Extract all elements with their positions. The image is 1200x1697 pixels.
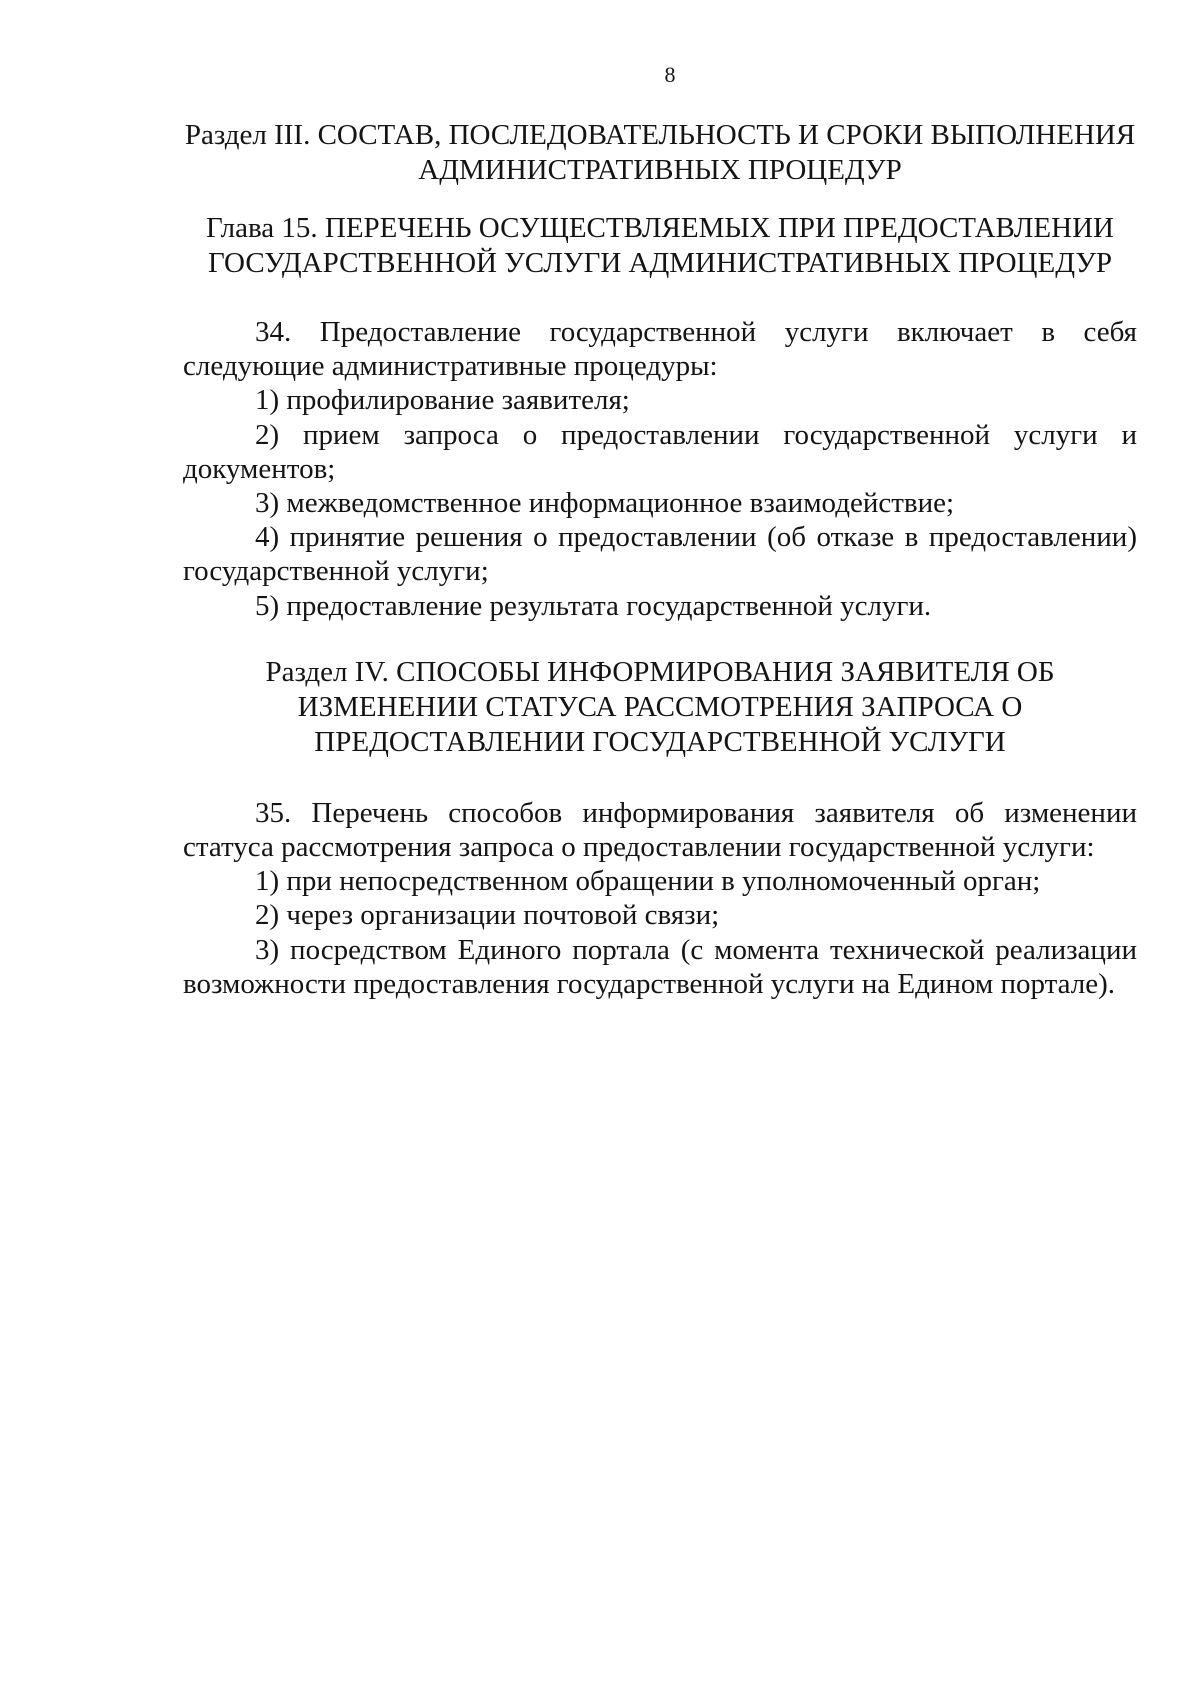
page-number: 8 xyxy=(664,62,676,87)
item-34-intro: 34. Предоставление государственной услуги включает в себя следующие административные процедуры: xyxy=(183,316,1137,383)
section-4-heading-line-2: ИЗМЕНЕНИИ СТАТУСА РАССМОТРЕНИЯ ЗАПРОСА О xyxy=(297,690,1023,723)
item-34-list-item-4: 4) принятие решения о предоставлении (об отказе в предоставлении) государственной услуги; xyxy=(183,521,1137,588)
chapter-15-heading-line-1: Глава 15. ПЕРЕЧЕНЬ ОСУЩЕСТВЛЯЕМЫХ ПРИ ПРЕДОСТАВЛЕНИИ xyxy=(206,212,1114,244)
chapter-15-heading xyxy=(183,211,1137,281)
item-35-list-item-2: 2) через организации почтовой связи; xyxy=(255,899,720,932)
section-3-heading xyxy=(183,118,1137,188)
document-body xyxy=(183,118,1137,1001)
section-4-heading-line-3: ПРЕДОСТАВЛЕНИИ ГОСУДАРСТВЕННОЙ УСЛУГИ xyxy=(314,725,1006,758)
chapter-15-heading-line-2: ГОСУДАРСТВЕННОЙ УСЛУГИ АДМИНИСТРАТИВНЫХ ПРОЦЕДУР xyxy=(207,247,1112,279)
item-34-list-item-2: 2) прием запроса о предоставлении государственной услуги и документов; xyxy=(183,418,1137,485)
item-35-block xyxy=(183,796,1137,1001)
item-34-list-item-3: 3) межведомственное информационное взаимодействие; xyxy=(255,487,955,520)
item-35-list-item-1: 1) при непосредственном обращении в уполномоченный орган; xyxy=(255,865,1041,898)
section-3-heading-line-2: АДМИНИСТРАТИВНЫХ ПРОЦЕДУР xyxy=(418,154,902,186)
item-35-intro: 35. Перечень способов информирования заявителя об изменении статуса рассмотрения запроса о предоставлении государственной услуги: xyxy=(183,796,1137,864)
item-34-list-item-5: 5) предоставление результата государственной услуги. xyxy=(255,589,932,622)
section-4-heading xyxy=(183,655,1137,760)
item-34-list-item-1: 1) профилирование заявителя; xyxy=(255,384,630,417)
item-34-block xyxy=(183,315,1137,623)
section-3-heading-line-1: Раздел III. СОСТАВ, ПОСЛЕДОВАТЕЛЬНОСТЬ И СРОКИ ВЫПОЛНЕНИЯ xyxy=(184,119,1136,151)
section-4-heading-line-1: Раздел IV. СПОСОБЫ ИНФОРМИРОВАНИЯ ЗАЯВИТЕЛЯ ОБ xyxy=(265,655,1055,688)
item-35-list-item-3: 3) посредством Единого портала (с момента технической реализации возможности предоставления государственной услуги на Едином портале). xyxy=(183,933,1137,1000)
